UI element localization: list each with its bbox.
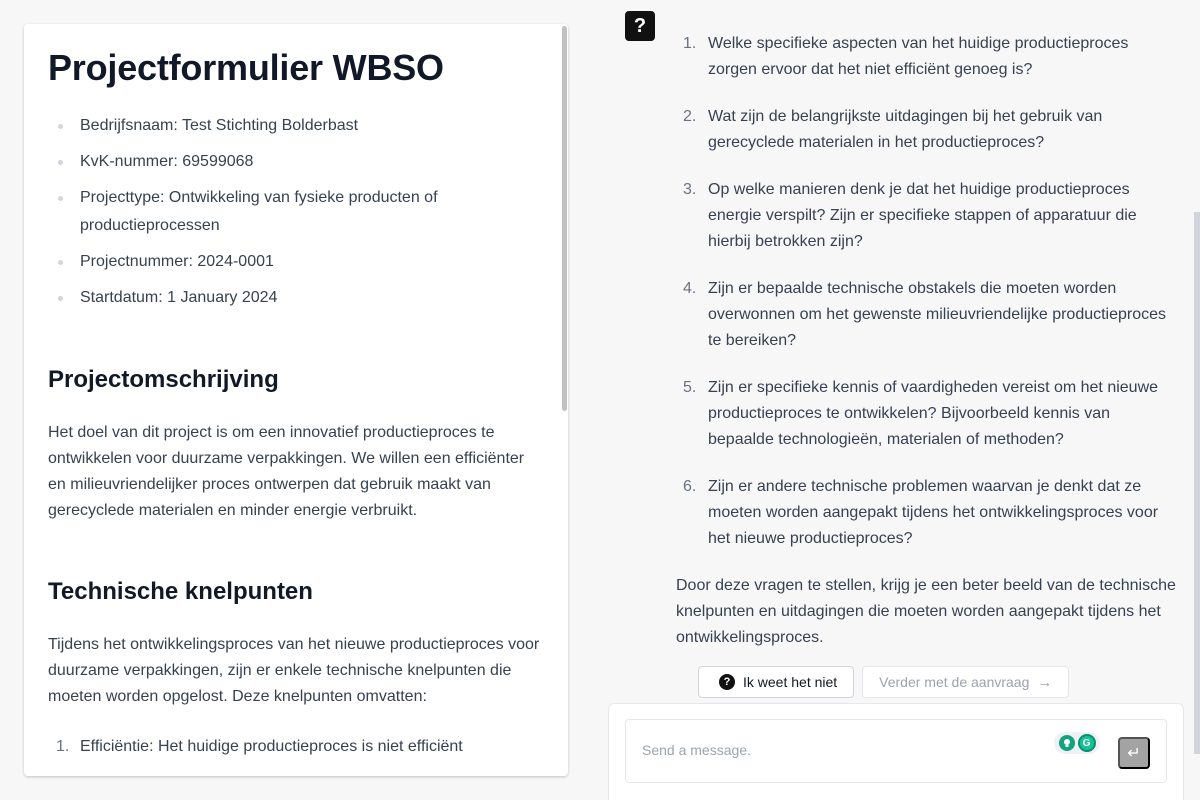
list-item-text: Efficiëntie: Het huidige productieproces is niet efficiënt — [80, 738, 463, 755]
bottleneck-list — [48, 734, 544, 760]
meta-kvk-number: KvK-nummer: 69599068 — [56, 148, 544, 176]
assistant-avatar-icon — [625, 11, 655, 41]
question-text: Op welke manieren denk je dat het huidige productieproces energie verspilt? Zijn er specifieke stappen of apparatuur die hierbij betrokken zijn? — [708, 181, 1137, 250]
document-title: Projectformulier WBSO — [48, 47, 444, 88]
question-circle-icon: ? — [719, 674, 735, 690]
document-panel — [24, 24, 568, 776]
project-meta-list — [56, 112, 544, 312]
continue-label: Verder met de aanvraag — [879, 674, 1030, 690]
meta-company-name: Bedrijfsnaam: Test Stichting Bolderbast — [56, 112, 544, 140]
assistant-message — [676, 31, 1176, 651]
section-heading-bottlenecks: Technische knelpunten — [48, 578, 313, 605]
question-mark-icon: ? — [633, 14, 647, 37]
question-text: Wat zijn de belangrijkste uitdagingen bij het gebruik van gerecyclede materialen in het productieproces? — [708, 108, 1103, 151]
question-number: 4. — [683, 280, 697, 297]
question-item — [676, 177, 1176, 255]
question-number: 3. — [683, 181, 697, 198]
question-number: 6. — [683, 478, 697, 495]
question-item — [676, 375, 1176, 453]
enter-icon: ↵ — [1127, 745, 1141, 762]
question-number: 2. — [683, 108, 697, 125]
dont-know-label: Ik weet het niet — [743, 674, 838, 690]
question-number: 5. — [683, 379, 697, 396]
section-text-bottlenecks: Tijdens het ontwikkelingsproces van het nieuwe productieproces voor duurzame verpakkingen, zijn er enkele technische knelpunten die moeten worden opgelost. Deze knelpunten omvatten: — [48, 636, 540, 705]
message-input[interactable] — [642, 742, 1042, 758]
question-text: Zijn er andere technische problemen waarvan je denkt dat ze moeten worden aangepakt tijdens het ontwikkelingsproces voor het nieuwe productieproces? — [708, 478, 1159, 547]
meta-project-number: Projectnummer: 2024-0001 — [56, 248, 544, 276]
question-number: 1. — [683, 35, 697, 52]
question-item — [676, 104, 1176, 156]
chat-scrollbar[interactable] — [1194, 212, 1200, 754]
dont-know-button[interactable] — [698, 666, 854, 698]
question-list — [676, 31, 1176, 552]
section-text-description: Het doel van dit project is om een innovatief productieproces te ontwikkelen voor duurzame verpakkingen. We willen een efficiënter en milieuvriendelijker proces ontwerpen dat gebruik maakt van gerecyclede materialen en minder energie verbruikt. — [48, 424, 525, 519]
document-scrollbar[interactable] — [562, 26, 567, 411]
continue-application-button[interactable] — [862, 666, 1069, 698]
question-text: Welke specifieke aspecten van het huidige productieproces zorgen ervoor dat het niet efficiënt genoeg is? — [708, 35, 1129, 78]
meta-project-type: Projecttype: Ontwikkeling van fysieke producten of productieprocessen — [56, 184, 544, 240]
meta-start-date: Startdatum: 1 January 2024 — [56, 284, 544, 312]
list-item — [48, 734, 544, 760]
assistant-summary: Door deze vragen te stellen, krijg je een beter beeld van de technische knelpunten en uitdagingen die moeten worden aangepakt tijdens het ontwikkelingsproces. — [676, 577, 1176, 646]
document-scroll-area[interactable] — [24, 24, 568, 776]
action-buttons — [698, 666, 1069, 698]
question-item — [676, 474, 1176, 552]
extension-badges[interactable] — [1054, 732, 1100, 754]
grammarly-icon[interactable]: G — [1078, 734, 1096, 752]
send-button[interactable] — [1118, 737, 1150, 769]
composer-box — [625, 719, 1167, 783]
arrow-right-icon: → — [1037, 673, 1053, 691]
question-item — [676, 31, 1176, 83]
question-text: Zijn er specifieke kennis of vaardigheden vereist om het nieuwe productieproces te ontwikkelen? Bijvoorbeeld kennis van bepaalde technologieën, materialen of methoden? — [708, 379, 1159, 448]
question-text: Zijn er bepaalde technische obstakels die moeten worden overwonnen om het gewenste milieuvriendelijke productieproces te bereiken? — [708, 280, 1167, 349]
question-item — [676, 276, 1176, 354]
composer-area — [608, 703, 1184, 800]
list-item-number: 1. — [56, 738, 70, 755]
section-heading-description: Projectomschrijving — [48, 366, 279, 393]
lightbulb-icon[interactable] — [1059, 735, 1075, 751]
